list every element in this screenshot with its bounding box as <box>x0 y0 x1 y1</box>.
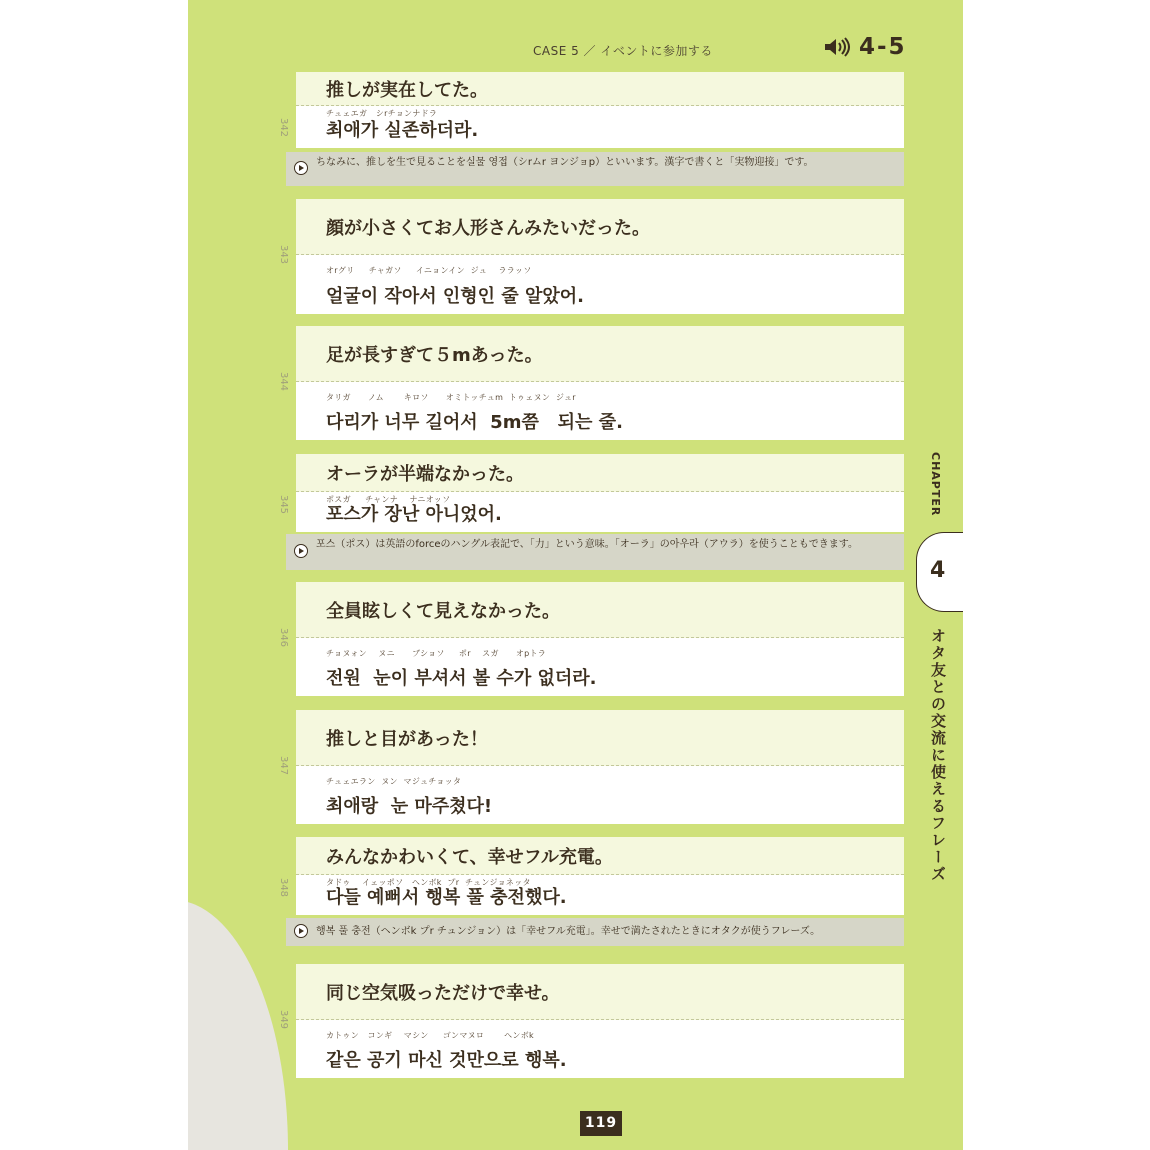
korean-box <box>296 492 904 532</box>
korean-phrase: 최애가 실존하더라. <box>326 120 479 141</box>
japanese-phrase: 同じ空気吸っただけで幸せ。 <box>296 964 904 1020</box>
note-box <box>286 918 904 946</box>
japanese-phrase: 全員眩しくて見えなかった。 <box>296 582 904 638</box>
korean-phrase: 같은 공기 마신 것만으로 행복. <box>326 1050 567 1071</box>
audio-track[interactable] <box>823 34 907 60</box>
korean-phrase: 다들 예뻐서 행복 풀 충전했다. <box>326 887 567 908</box>
chapter-label: CHAPTER <box>929 452 942 517</box>
phrase-card <box>278 199 904 314</box>
phrase-number: 346 <box>278 627 290 648</box>
chapter-title: オタ友との交流に使えるフレーズ <box>929 628 947 883</box>
phrase-card <box>278 582 904 696</box>
note-box <box>286 152 904 186</box>
phrase-card <box>278 72 904 148</box>
reading-ruby: チョヌォン ヌニ ブショソ ポr スガ オpトラ <box>326 649 547 658</box>
speaker-icon <box>823 37 851 57</box>
japanese-phrase: 推しと目があった！ <box>296 710 904 766</box>
reading-ruby: チュェエラン ヌン マジュチョッタ <box>326 777 462 786</box>
page <box>188 0 963 1150</box>
note-text: 포스（ポス）は英語のforceのハングル表記で、「力」という意味。「オーラ」の아우라（アウラ）を使うこともできます。 <box>316 539 858 550</box>
phrase-number: 348 <box>278 877 290 898</box>
phrase-card <box>278 964 904 1078</box>
korean-phrase: 다리가 너무 길어서 5m쯤 되는 줄. <box>326 412 623 433</box>
phrase-card <box>278 837 904 915</box>
korean-phrase: 최애랑 눈 마주쳤다! <box>326 796 493 817</box>
phrase-number: 345 <box>278 494 290 515</box>
korean-phrase: 포스가 장난 아니었어. <box>326 504 502 525</box>
page-number: 119 <box>580 1111 622 1136</box>
reading-ruby: タリガ ノム キロソ オミトッチュm トゥェヌン ジュr <box>326 393 576 402</box>
korean-box <box>296 382 904 440</box>
track-number: 4-5 <box>859 34 907 60</box>
korean-box <box>296 106 904 148</box>
reading-ruby: オrグリ チャガソ イニョンイン ジュ ララッソ <box>326 266 532 275</box>
korean-box <box>296 875 904 915</box>
phrase-number: 343 <box>278 244 290 265</box>
play-icon[interactable] <box>294 161 308 175</box>
phrase-number: 349 <box>278 1009 290 1030</box>
korean-box <box>296 1020 904 1078</box>
play-icon[interactable] <box>294 544 308 558</box>
reading-ruby: カトゥン コンギ マシン ゴンマヌロ ヘンボk <box>326 1031 534 1040</box>
case-label: CASE 5 ／ イベントに参加する <box>533 44 713 58</box>
japanese-phrase: オーラが半端なかった。 <box>296 454 904 492</box>
reading-ruby: チュェエガ シrチョンナドラ <box>326 109 438 118</box>
korean-box <box>296 766 904 824</box>
corner-decoration <box>188 900 288 1150</box>
japanese-phrase: 推しが実在してた。 <box>296 72 904 106</box>
korean-box <box>296 638 904 696</box>
phrase-number: 344 <box>278 371 290 392</box>
reading-ruby: タドゥ イェッポソ ヘンボk プr チュンジョネッタ <box>326 878 531 887</box>
korean-phrase: 전원 눈이 부셔서 볼 수가 없더라. <box>326 668 597 689</box>
japanese-phrase: 足が長すぎて５mあった。 <box>296 326 904 382</box>
play-icon[interactable] <box>294 924 308 938</box>
korean-box <box>296 255 904 314</box>
phrase-card <box>278 326 904 440</box>
japanese-phrase: みんなかわいくて、幸せフル充電。 <box>296 837 904 875</box>
chapter-number: 4 <box>930 558 946 583</box>
note-box <box>286 534 904 570</box>
phrase-number: 342 <box>278 117 290 138</box>
phrase-card <box>278 710 904 824</box>
japanese-phrase: 顔が小さくてお人形さんみたいだった。 <box>296 199 904 255</box>
note-text: 행복 풀 충전（ヘンボk プr チュンジョン）は「幸せフル充電」。幸せで満たされたときにオタクが使うフレーズ。 <box>316 926 821 937</box>
korean-phrase: 얼굴이 작아서 인형인 줄 알았어. <box>326 286 584 307</box>
note-text: ちなみに、推しを生で見ることを실물 영접（シrムr ヨンジョp）といいます。漢字で書くと「実物迎接」です。 <box>316 157 814 168</box>
phrase-card <box>278 454 904 532</box>
reading-ruby: ポスガ チャンナ ナニオッソ <box>326 495 451 504</box>
phrase-number: 347 <box>278 755 290 776</box>
